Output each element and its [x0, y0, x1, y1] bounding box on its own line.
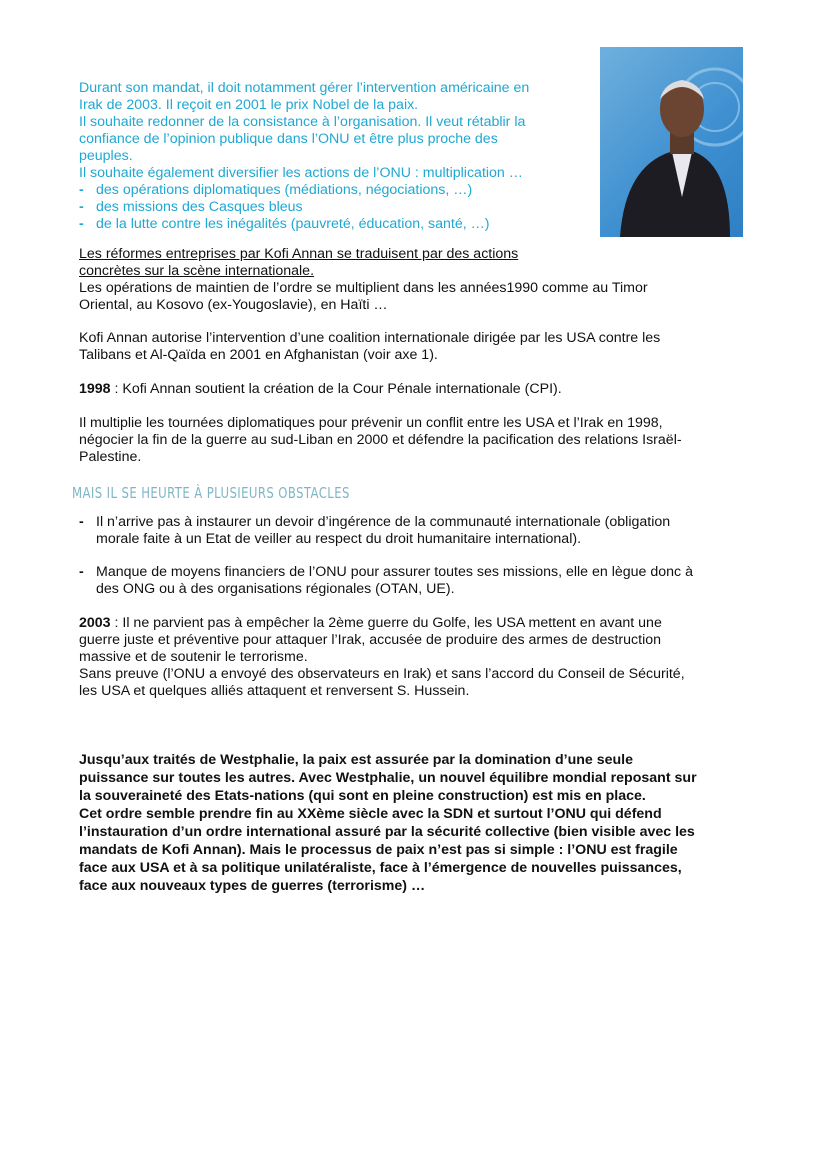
text-line: Palestine.: [79, 449, 142, 465]
text-line: Il n’arrive pas à instaurer un devoir d’ingérence de la communauté internationale (obligation: [96, 514, 671, 530]
list-item: [79, 182, 529, 199]
text-line: négocier la fin de la guerre au sud-Liban en 2000 et défendre la pacification des relations Israël-: [79, 432, 682, 448]
list-item-text: des missions des Casques bleus: [96, 199, 303, 215]
text-line: Il souhaite redonner de la consistance à l’organisation. Il veut rétablir la: [79, 114, 526, 130]
intro-paragraph: [79, 80, 529, 233]
gulf-war-paragraph: [79, 615, 685, 700]
text-line: massive et de soutenir le terrorisme.: [79, 649, 308, 665]
text-line: Kofi Annan autorise l’intervention d’une coalition internationale dirigée par les USA contre les: [79, 330, 661, 346]
text-line: morale faite à un Etat de veiller au respect du droit humanitaire international).: [96, 531, 582, 547]
list-item-text: de la lutte contre les inégalités (pauvreté, éducation, santé, …): [96, 216, 490, 232]
kofi-annan-photo: [600, 47, 743, 237]
text-line: puissance sur toutes les autres. Avec Westphalie, un nouvel équilibre mondial reposant sur: [79, 770, 697, 786]
text-line: Talibans et Al-Qaïda en 2001 en Afghanistan (voir axe 1).: [79, 347, 438, 363]
obstacle-item: [79, 564, 693, 598]
text-line: la souveraineté des Etats-nations (qui sont en pleine construction) est mis en place.: [79, 788, 646, 804]
portrait-icon: [600, 47, 743, 237]
year-label: 1998: [79, 381, 111, 397]
text-line: : Il ne parvient pas à empêcher la 2ème guerre du Golfe, les USA mettent en avant une: [110, 615, 662, 631]
tours-paragraph: [79, 415, 682, 466]
cpi-paragraph: [79, 381, 562, 398]
text-line: peuples.: [79, 148, 133, 164]
list-item-text: des opérations diplomatiques (médiations, négociations, …): [96, 182, 473, 198]
obstacles-heading: MAIS IL SE HEURTE À PLUSIEURS OBSTACLES: [72, 484, 350, 502]
text-line: Sans preuve (l’ONU a envoyé des observateurs en Irak) et sans l’accord du Conseil de Sécurité,: [79, 666, 685, 682]
text-line: : Kofi Annan soutient la création de la Cour Pénale internationale (CPI).: [110, 381, 562, 397]
text-line: Cet ordre semble prendre fin au XXème siècle avec la SDN et surtout l’ONU qui défend: [79, 806, 662, 822]
bullet-dash: -: [79, 564, 84, 580]
text-line: Les opérations de maintien de l’ordre se multiplient dans les années1990 comme au Timor: [79, 280, 648, 296]
text-line: confiance de l’opinion publique dans l’ONU et être plus proche des: [79, 131, 498, 147]
obstacle-item: [79, 514, 670, 548]
text-line: Il souhaite également diversifier les actions de l’ONU : multiplication …: [79, 165, 523, 181]
text-line: face aux nouveaux types de guerres (terrorisme) …: [79, 878, 426, 894]
section-title: concrètes sur la scène internationale.: [79, 263, 315, 279]
text-line: l’instauration d’un ordre international assuré par la sécurité collective (bien visible avec les: [79, 824, 695, 840]
text-line: Manque de moyens financiers de l’ONU pour assurer toutes ses missions, elle en lègue donc à: [96, 564, 693, 580]
bullet-dash: -: [79, 199, 84, 215]
afghanistan-paragraph: [79, 330, 660, 364]
list-item: [79, 216, 529, 233]
text-line: Il multiplie les tournées diplomatiques pour prévenir un conflit entre les USA et l’Irak en 1998,: [79, 415, 663, 431]
text-line: Durant son mandat, il doit notamment gérer l’intervention américaine en: [79, 80, 530, 96]
bullet-dash: -: [79, 514, 84, 530]
bullet-dash: -: [79, 216, 84, 232]
section-title: Les réformes entreprises par Kofi Annan se traduisent par des actions: [79, 246, 519, 262]
year-label: 2003: [79, 615, 111, 631]
reforms-section: [79, 246, 648, 314]
text-line: Oriental, au Kosovo (ex-Yougoslavie), en Haïti …: [79, 297, 388, 313]
bullet-dash: -: [79, 182, 84, 198]
text-line: Irak de 2003. Il reçoit en 2001 le prix Nobel de la paix.: [79, 97, 419, 113]
conclusion-paragraph: [79, 751, 697, 895]
text-line: mandats de Kofi Annan). Mais le processus de paix n’est pas si simple : l’ONU est fragile: [79, 842, 678, 858]
text-line: guerre juste et préventive pour attaquer l’Irak, accusée de produire des armes de destruction: [79, 632, 662, 648]
text-line: des ONG ou à des organisations régionales (OTAN, UE).: [96, 581, 455, 597]
list-item: [79, 199, 529, 216]
text-line: Jusqu’aux traités de Westphalie, la paix est assurée par la domination d’une seule: [79, 752, 634, 768]
text-line: les USA et quelques alliés attaquent et renversent S. Hussein.: [79, 683, 470, 699]
text-line: face aux USA et à sa politique unilatéraliste, face à l’émergence de nouvelles puissances,: [79, 860, 682, 876]
